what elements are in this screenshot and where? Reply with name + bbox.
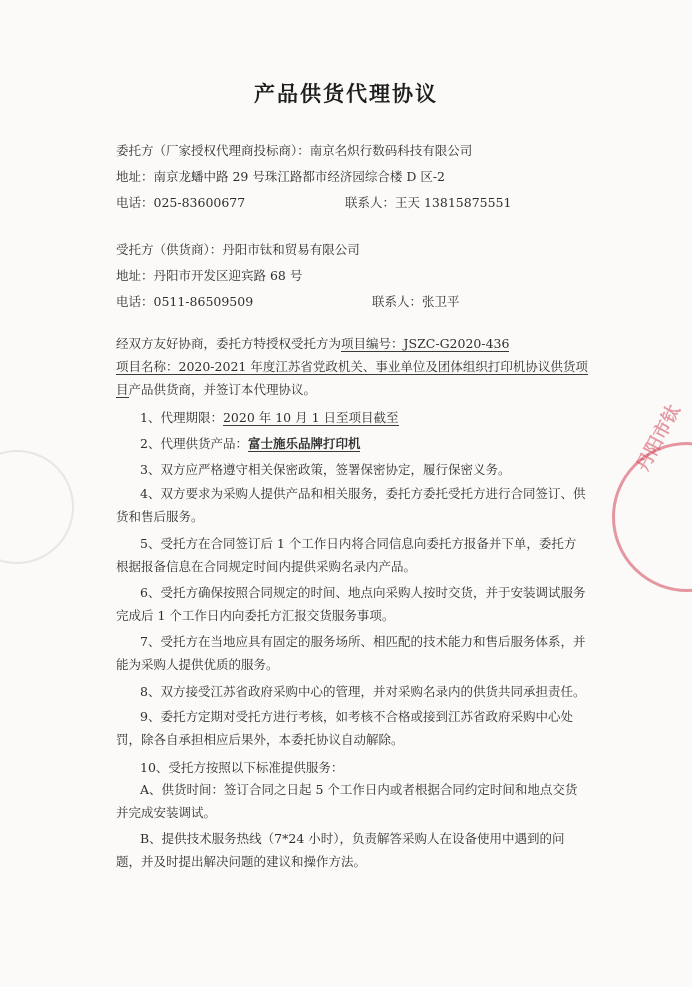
faint-seal-stamp	[0, 450, 74, 564]
clause-1-date: 2020 年 10 月 1 日至项目截至	[222, 410, 399, 425]
clause-1	[140, 408, 399, 426]
clause-1-label: 1、代理期限：	[140, 410, 223, 425]
principal-contact: 联系人：王天 13815875551	[345, 195, 512, 210]
clause-8: 8、双方接受江苏省政府采购中心的管理，并对采购名录内的供货共同承担责任。	[140, 684, 586, 699]
seal-text: 丹阳市钛	[632, 401, 685, 475]
clause-5: 5、受托方在合同签订后 1 个工作日内将合同信息向委托方报备并下单，委托方根据报备信息在合同规定时间内提供采购名录内产品。	[116, 536, 577, 574]
agent-address: 地址：丹阳市开发区迎宾路 68 号	[116, 268, 303, 283]
project-name: 项目名称：2020-2021 年度江苏省党政机关、事业单位及团体组织打印机协议供货项目	[116, 359, 588, 397]
principal-name: 南京名炽行数码科技有限公司	[309, 143, 473, 158]
clause-2-label: 2、代理供货产品：	[140, 436, 248, 451]
company-seal-stamp	[612, 401, 692, 592]
agent-contact: 联系人：张卫平	[372, 294, 460, 309]
principal-address: 地址：南京龙蟠中路 29 号珠江路都市经济园综合楼 D 区-2	[116, 169, 445, 184]
agent-name: 丹阳市钛和贸易有限公司	[222, 242, 360, 257]
clause-2-product: 富士施乐品牌打印机	[247, 436, 361, 451]
clause-7: 7、受托方在当地应具有固定的服务场所、相匹配的技术能力和售后服务体系，并能为采购人提供优质的服务。	[116, 634, 586, 672]
principal-phone: 电话：025-83600677	[116, 195, 246, 210]
clause-6: 6、受托方确保按照合同规定的时间、地点向采购人按时交货，并于安装调试服务完成后 1 个工作日内向委托方汇报交货服务事项。	[116, 585, 586, 623]
clause-b: B、提供技术服务热线（7*24 小时），负责解答采购人在设备使用中遇到的问题，并及时提出解决问题的建议和操作方法。	[116, 831, 565, 869]
clause-a: A、供货时间：签订合同之日起 5 个工作日内或者根据合同约定时间和地点交货并完成安装调试。	[116, 782, 578, 820]
intro-text-1: 经双方友好协商，委托方特授权受托方为	[116, 336, 342, 351]
project-number: 项目编号：JSZC-G2020-436	[341, 336, 510, 351]
agent-phone: 电话：0511-86509509	[116, 294, 254, 309]
intro-text-2: 产品供货商，并签订本代理协议。	[128, 382, 317, 397]
page-title: 产品供货代理协议	[254, 82, 438, 106]
clause-10: 10、受托方按照以下标准提供服务：	[140, 760, 344, 775]
clause-2	[140, 434, 360, 452]
principal-label: 委托方（厂家授权代理商投标商）：	[116, 143, 310, 158]
agent-line	[116, 240, 360, 258]
clause-3: 3、双方应严格遵守相关保密政策，签署保密协定，履行保密义务。	[140, 462, 511, 477]
clause-4: 4、双方要求为采购人提供产品和相关服务，委托方委托受托方进行合同签订、供货和售后服务。	[116, 486, 586, 524]
intro-paragraph-2	[116, 355, 588, 401]
intro-paragraph	[116, 332, 588, 355]
clause-9: 9、委托方定期对受托方进行考核，如考核不合格或接到江苏省政府采购中心处罚，除各自承担相应后果外，本委托协议自动解除。	[116, 709, 573, 747]
principal-line	[116, 141, 472, 159]
agent-label: 受托方（供货商）：	[116, 242, 223, 257]
